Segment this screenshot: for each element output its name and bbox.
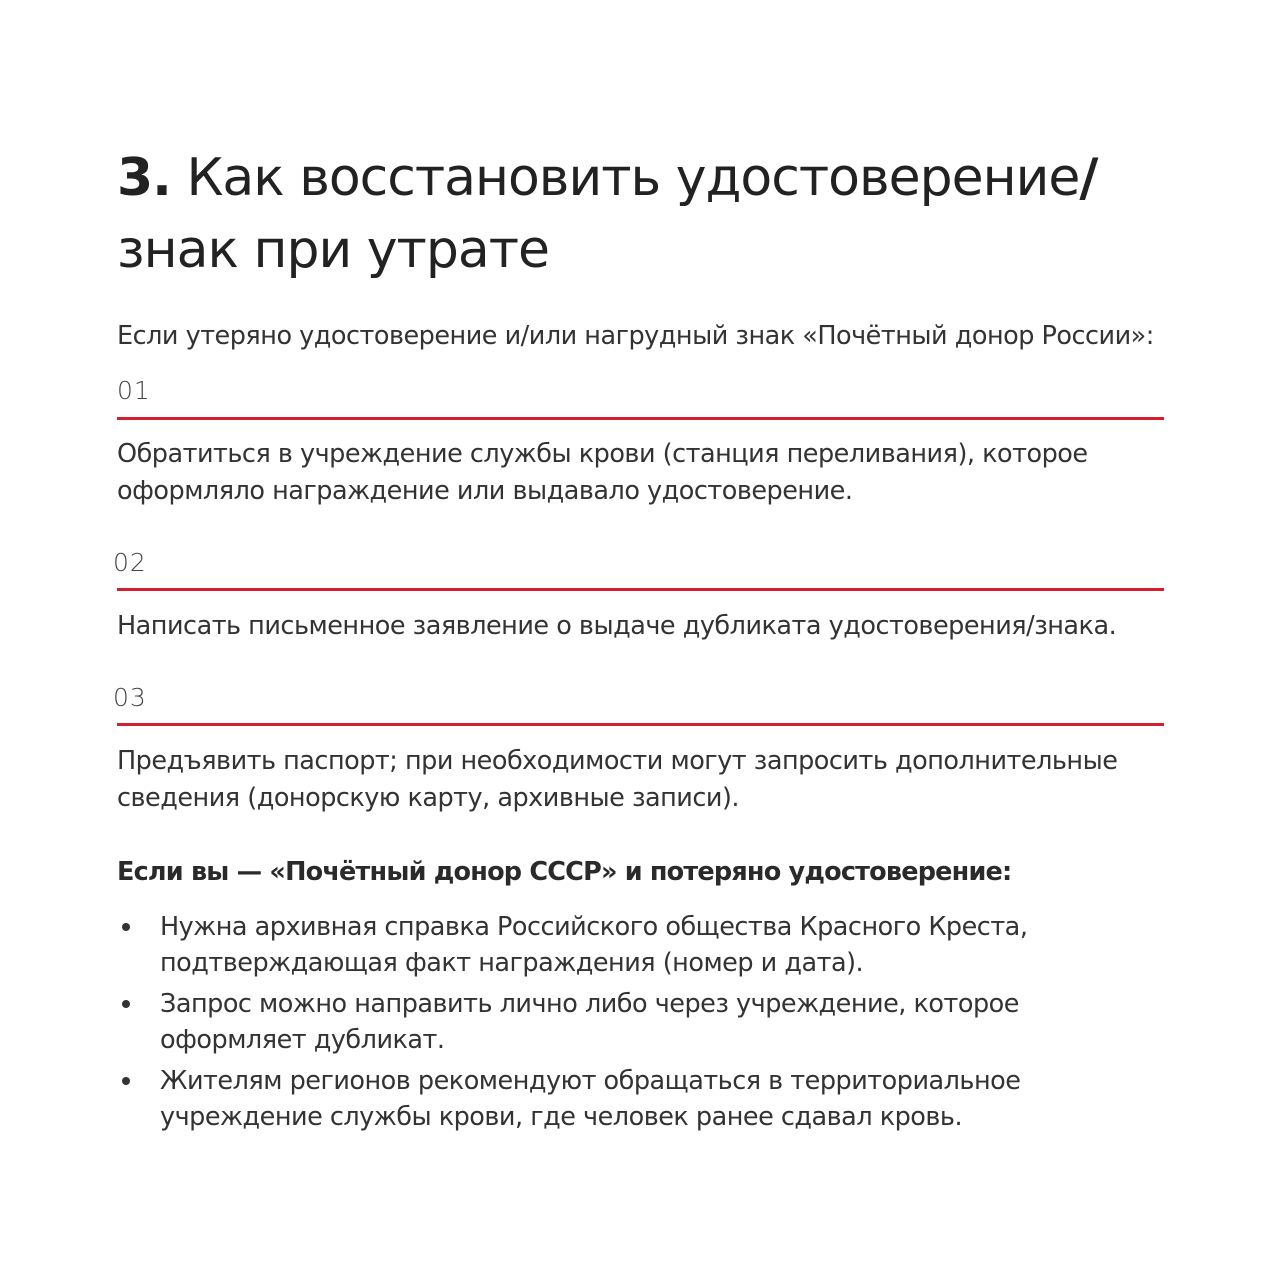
step-text-01 <box>117 436 1167 510</box>
bullet-icon <box>122 1077 130 1085</box>
step-number-01: 01 <box>117 376 151 405</box>
list-item <box>117 986 1167 1058</box>
list-item <box>117 1063 1167 1135</box>
bullet-icon <box>122 1000 130 1008</box>
bullet-1-line1: Нужна архивная справка Российского общества Красного Креста, <box>160 912 1028 942</box>
page-title <box>117 142 1167 286</box>
intro-text: Если утеряно удостоверение и/или нагрудный знак «Почётный донор России»: <box>117 321 1154 351</box>
step-text-02 <box>117 608 1167 645</box>
step-divider-02 <box>117 588 1164 591</box>
title-slash: / <box>1079 148 1098 208</box>
bullet-2-line1: Запрос можно направить лично либо через учреждение, которое <box>160 989 1019 1019</box>
title-line1: Как восстановить удостоверение <box>186 148 1080 208</box>
step-text-03-line1: Предъявить паспорт; при необходимости могут запросить дополнительные <box>117 746 1118 776</box>
step-text-02-line1: Написать письменное заявление о выдаче дубликата удостоверения/знака. <box>117 611 1117 641</box>
ussr-bullet-list <box>117 909 1167 1140</box>
step-number-02: 02 <box>113 548 147 577</box>
bullet-3-line2: учреждение службы крови, где человек ранее сдавал кровь. <box>160 1102 963 1132</box>
step-text-03 <box>117 743 1167 817</box>
step-text-03-line2: сведения (донорскую карту, архивные записи). <box>117 783 740 813</box>
title-number: 3. <box>117 148 171 208</box>
title-line2: знак при утрате <box>117 220 550 280</box>
step-number-03: 03 <box>113 683 147 712</box>
ussr-section-heading: Если вы — «Почётный донор СССР» и потеряно удостоверение: <box>117 857 1012 887</box>
step-text-01-line2: оформляло награждение или выдавало удостоверение. <box>117 476 853 506</box>
bullet-icon <box>122 923 130 931</box>
step-text-01-line1: Обратиться в учреждение службы крови (станция переливания), которое <box>117 439 1088 469</box>
bullet-1-line2: подтверждающая факт награждения (номер и дата). <box>160 948 864 978</box>
list-item <box>117 909 1167 981</box>
step-divider-01 <box>117 417 1164 420</box>
bullet-2-line2: оформляет дубликат. <box>160 1025 445 1055</box>
step-divider-03 <box>117 723 1164 726</box>
bullet-3-line1: Жителям регионов рекомендуют обращаться в территориальное <box>160 1066 1021 1096</box>
